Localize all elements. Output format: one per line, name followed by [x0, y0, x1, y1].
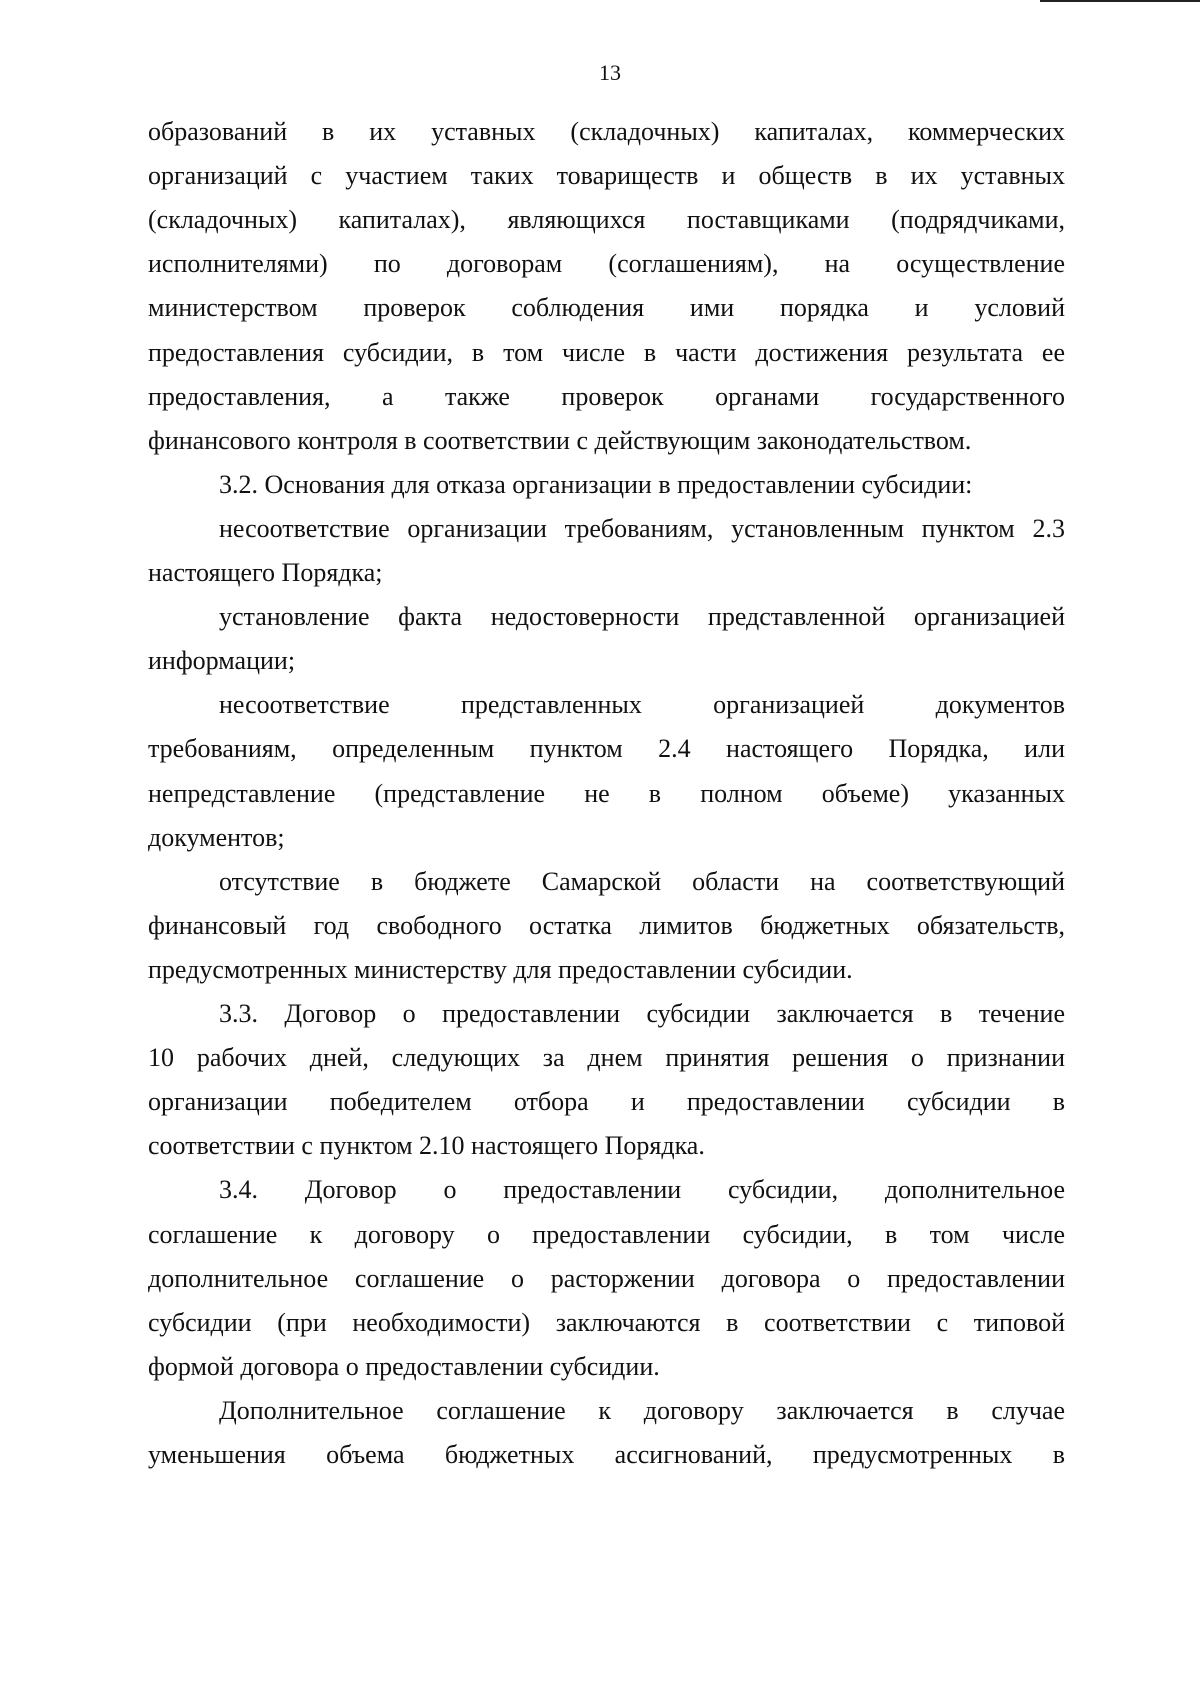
text-line: формой договора о предоставлении субсидии.	[148, 1351, 660, 1381]
text-line: предоставления субсидии, в том числе в части достижения результата ее	[148, 337, 1065, 367]
text-line: непредставление (представление не в полном объеме) указанных	[148, 778, 1065, 808]
scan-border-line	[1040, 0, 1200, 2]
text-line: отсутствие в бюджете Самарской области на соответствующий	[219, 866, 1065, 896]
text-line: соответствии с пунктом 2.10 настоящего Порядка.	[148, 1131, 705, 1161]
text-line: настоящего Порядка;	[148, 558, 383, 587]
text-line: исполнителями) по договорам (соглашениям), на осуществление	[148, 249, 1065, 279]
page-number: 13	[599, 60, 621, 85]
text-line: 10 рабочих дней, следующих за днем принятия решения о признании	[148, 1043, 1065, 1073]
text-line: 3.2. Основания для отказа организации в предоставлении субсидии:	[219, 469, 973, 499]
text-line: финансовый год свободного остатка лимитов бюджетных обязательств,	[148, 910, 1065, 940]
text-line: соглашение к договору о предоставлении субсидии, в том числе	[148, 1219, 1065, 1249]
text-line: предоставления, а также проверок органами государственного	[148, 381, 1065, 411]
text-line: организации победителем отбора и предоставлении субсидии в	[148, 1087, 1065, 1117]
text-line: дополнительное соглашение о расторжении договора о предоставлении	[148, 1263, 1065, 1293]
text-line: организаций с участием таких товариществ и обществ в их уставных	[148, 161, 1065, 191]
text-line: несоответствие организации требованиям, установленным пунктом 2.3	[219, 513, 1065, 543]
text-line: документов;	[148, 822, 285, 852]
text-line: 3.4. Договор о предоставлении субсидии, дополнительное	[219, 1175, 1065, 1205]
text-line: 3.3. Договор о предоставлении субсидии заключается в течение	[219, 999, 1065, 1028]
text-line: требованиям, определенным пунктом 2.4 настоящего Порядка, или	[148, 734, 1065, 764]
text-line: министерством проверок соблюдения ими порядка и условий	[148, 293, 1065, 323]
text-line: установление факта недостоверности представленной организацией	[219, 602, 1065, 632]
text-line: информации;	[148, 646, 296, 676]
text-line: Дополнительное соглашение к договору заключается в случае	[219, 1395, 1065, 1425]
text-line: финансового контроля в соответствии с действующим законодательством.	[148, 425, 972, 455]
text-line: образований в их уставных (складочных) капиталах, коммерческих	[148, 117, 1065, 146]
text-line: уменьшения объема бюджетных ассигнований, предусмотренных в	[148, 1440, 1065, 1469]
text-line: несоответствие представленных организацией документов	[219, 690, 1065, 720]
text-line: предусмотренных министерству для предоставлении субсидии.	[148, 954, 853, 984]
text-line: (складочных) капиталах), являющихся поставщиками (подрядчиками,	[148, 205, 1065, 235]
text-line: субсидии (при необходимости) заключаются в соответствии с типовой	[148, 1307, 1065, 1337]
